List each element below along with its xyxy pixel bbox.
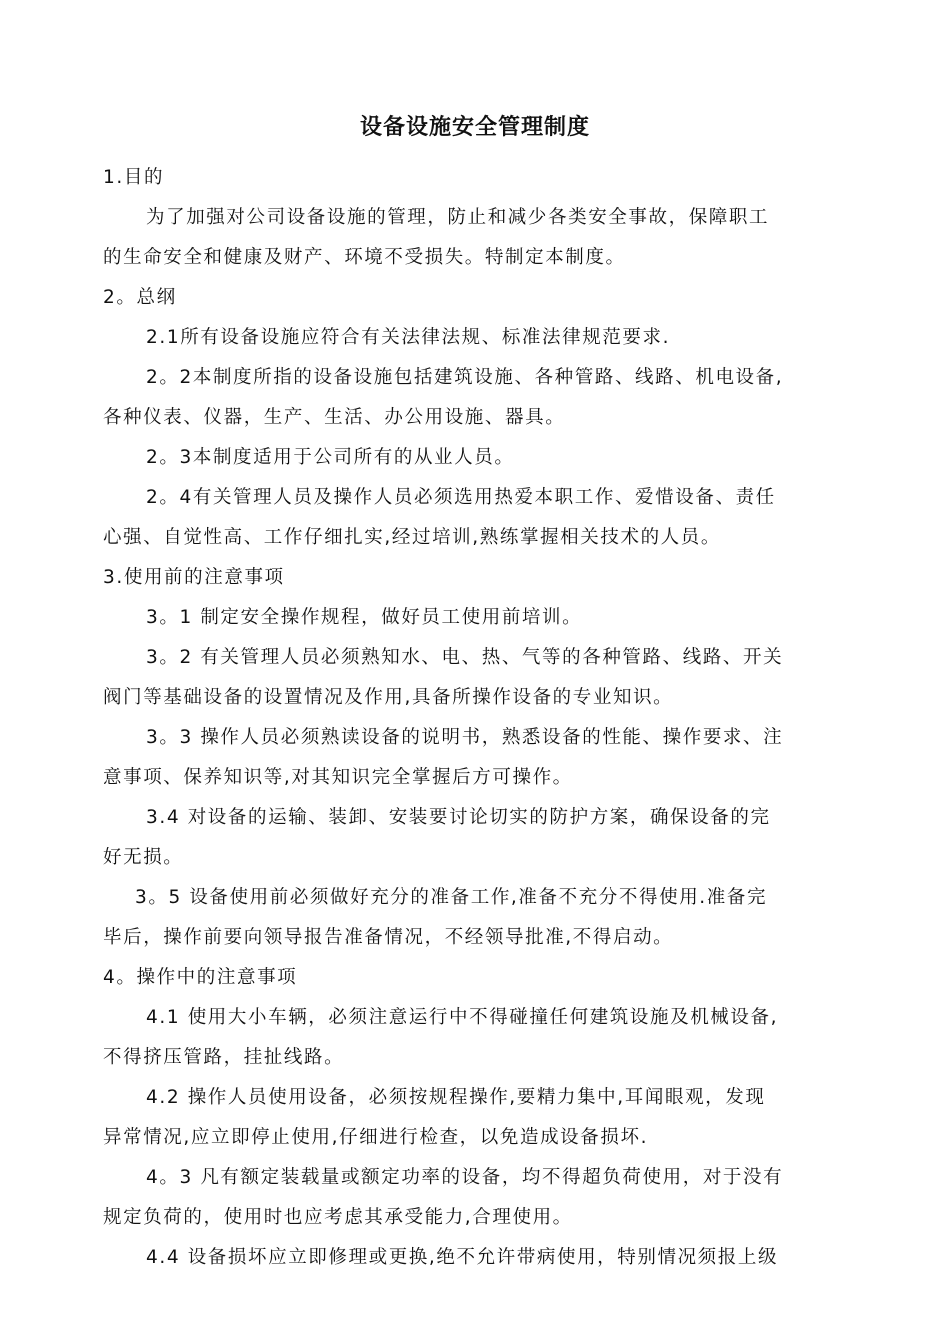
paragraph-line: 4.1 使用大小车辆，必须注意运行中不得碰撞任何建筑设施及机械设备, — [146, 1007, 779, 1028]
paragraph-line: 规定负荷的，使用时也应考虑其承受能力,合理使用。 — [103, 1207, 573, 1228]
paragraph-line: 2。3本制度适用于公司所有的从业人员。 — [146, 447, 515, 468]
paragraph-line: 意事项、保养知识等,对其知识完全掌握后方可操作。 — [103, 767, 573, 788]
paragraph-line: 2。4有关管理人员及操作人员必须选用热爱本职工作、爱惜设备、责任 — [146, 487, 776, 508]
paragraph-line: 2。2本制度所指的设备设施包括建筑设施、各种管路、线路、机电设备, — [146, 367, 784, 388]
section-heading-1: 1.目的 — [103, 167, 165, 188]
paragraph-line: 3。3 操作人员必须熟读设备的说明书，熟悉设备的性能、操作要求、注 — [146, 727, 784, 748]
paragraph-line: 4.2 操作人员使用设备，必须按规程操作,要精力集中,耳闻眼观，发现 — [146, 1087, 766, 1108]
section-heading-4: 4。操作中的注意事项 — [103, 967, 298, 988]
paragraph-line: 2.1所有设备设施应符合有关法律法规、标准法律规范要求. — [146, 327, 671, 348]
paragraph-line: 4.4 设备损坏应立即修理或更换,绝不允许带病使用，特别情况须报上级 — [146, 1247, 779, 1268]
section-heading-3: 3.使用前的注意事项 — [103, 567, 285, 588]
document-title: 设备设施安全管理制度 — [359, 114, 590, 140]
paragraph-line: 异常情况,应立即停止使用,仔细进行检查，以免造成设备损坏. — [103, 1127, 649, 1148]
paragraph-line: 为了加强对公司设备设施的管理，防止和减少各类安全事故，保障职工 — [146, 207, 770, 228]
paragraph-line: 3.4 对设备的运输、装卸、安装要讨论切实的防护方案，确保设备的完 — [146, 807, 771, 828]
paragraph-line: 3。5 设备使用前必须做好充分的准备工作,准备不充分不得使用.准备完 — [135, 887, 768, 908]
paragraph-line: 阀门等基础设备的设置情况及作用,具备所操作设备的专业知识。 — [103, 687, 674, 708]
paragraph-line: 3。2 有关管理人员必须熟知水、电、热、气等的各种管路、线路、开关 — [146, 647, 784, 668]
paragraph-line: 3。1 制定安全操作规程，做好员工使用前培训。 — [146, 607, 583, 628]
paragraph-line: 4。3 凡有额定装载量或额定功率的设备，均不得超负荷使用，对于没有 — [146, 1167, 784, 1188]
paragraph-line: 的生命安全和健康及财产、环境不受损失。特制定本制度。 — [103, 247, 626, 268]
paragraph-line: 各种仪表、仪器，生产、生活、办公用设施、器具。 — [103, 407, 566, 428]
paragraph-line: 不得挤压管路，挂扯线路。 — [103, 1047, 345, 1068]
paragraph-line: 毕后，操作前要向领导报告准备情况，不经领导批准,不得启动。 — [103, 927, 674, 948]
section-heading-2: 2。总纲 — [103, 287, 177, 308]
paragraph-line: 好无损。 — [103, 847, 184, 868]
paragraph-line: 心强、自觉性高、工作仔细扎实,经过培训,熟练掌握相关技术的人员。 — [103, 527, 721, 548]
